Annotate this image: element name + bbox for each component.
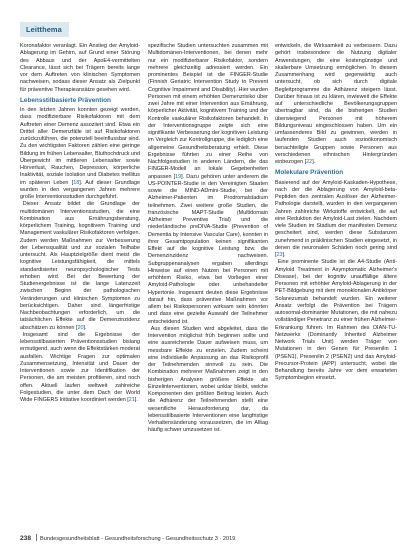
reference-link[interactable]: 18 [73, 179, 80, 186]
paragraph: Koronafaktor veranlagt. Ein Anstieg der Amyloid-Ablagerung im Gehirn, auf Grund einer Störung des Abbaus und der ApoE4-vermittelten Clearance, lässt sich bei Trägern bereits lange vor dem Auftreten von klinischen Symptomen nachweisen, sodass dieser Ansatz als Zielpunkt für präventive Therapieansätze gesehen wird. [20, 43, 140, 93]
paragraph: Eine prominente Studie ist die A4-Studie (Anti-Amyloid Treatment in Asymptomatic Alzheimer's Disease), bei der kognitiv unauffällige ältere Personen mit erhöhter Amyloid-Ablagerung in der PET-Bildgebung mit dem monoklonalen Antikörper Solanezumab behandelt wurden. Ein weiterer Ansatz verfolgt die Prävention bei Trägern autosomal-dominanter Mutationen, die mit nahezu vollständiger Penetranz zu einer frühen Alzheimer-Erkrankung führen. Im Rahmen des DIAN-TU-Netzwerks (Dominantly Inherited Alzheimer Network Trials Unit) werden Träger von Mutationen in den Genen für Presenilin 1 (PSEN1), Presenilin 2 (PSEN2) und das Amyloid-Precursor-Protein (APP) untersucht, wobei die Behandlung bereits Jahre vor dem erwarteten Symptombeginn einsetzt. [275, 259, 397, 382]
paragraph: Insgesamt sind die Ergebnisse der lebensstilbasierten Präventionsstudien bislang ermutigend, auch wenn die Effektstärken moderat ausfallen. Wichtige Fragen zur optimalen Zusammensetzung, Intensität und Dauer der Interventionen sowie zur Identifikation der Personen, die am meisten profitieren, sind noch offen. Aktuell laufen weltweit zahlreiche Folgestudien, die unter dem Dach der World Wide FINGERS Initiative koordiniert werden [21]. [20, 331, 140, 404]
journal-citation: Bundesgesundheitsblatt - Gesundheitsforschung - Gesundheitsschutz 3 · 2019 [40, 536, 236, 542]
page-number: 238 [20, 535, 32, 542]
section-tag: Leitthema [20, 22, 69, 37]
column-3 [275, 43, 397, 383]
paragraph: Basierend auf der Amyloid-Kaskaden-Hypothese, nach der die Ablagerung von Amyloid-beta-Peptiden den zentralen Auslöser der Alzheimer-Pathologie darstellt, wurden in den vergangenen Jahren zahlreiche Wirkstoffe entwickelt, die auf eine Reduktion der Amyloid-Last zielen. Nachdem viele Studien im Stadium der manifesten Demenz gescheitert sind, werden diese Substanzen zunehmend in präklinischen Stadien eingesetzt, in denen die neuronalen Schäden noch gering sind [23]. [275, 179, 397, 259]
reference-link[interactable]: 23 [276, 252, 283, 259]
reference-link[interactable]: 21 [128, 397, 135, 404]
page-footer [20, 534, 235, 542]
column-2 [148, 43, 268, 435]
reference-link[interactable]: 19 [175, 173, 182, 180]
paragraph: entwickeln, die Wirksamkeit zu verbessern. Dazu gehört insbesondere die Nutzung digitaler Anwendungen, die eine kostengünstige und skalierbare Umsetzung ermöglichen. In diesem Zusammenhang wird gegenwärtig auch untersucht, ob sich durch digitale Begleitprogramme die Adhärenz steigern lässt. Darüber hinaus ist zu klären, inwieweit die Effekte auf unterschiedliche Bevölkerungsgruppen übertragbar sind, da die bisherigen Studien überwiegend Personen mit höherem Bildungsniveau eingeschlossen haben. Um ein umfassenderes Bild zu gewinnen, werden in laufenden Studien auch sozioökonomisch benachteiligte Gruppen sowie Personen aus verschiedenen ethnischen Hintergründen einbezogen [22]. [275, 43, 397, 165]
section-heading: Lebensstilbasierte Prävention [20, 96, 111, 104]
footer-divider [36, 534, 37, 541]
reference-link[interactable]: 22 [306, 159, 313, 165]
paragraph: spezifische Studien untersuchten zusammen mit Multidomänen-Interventionen, bei denen mehr nur ein modifizierbarer Risikofaktor, sondern mehrere gleichzeitig adressiert werden. Ein prominentes Beispiel ist die FINGER-Studie (Finnish Geriatric Intervention Study to Prevent Cognitive Impairment and Disability). Hier wurden Personen mit einem erhöhten Demenzrisiko über zwei Jahre mit einer Intervention aus Ernährung, körperlicher Aktivität, kognitivem Training und der Kontrolle vaskulärer Risikofaktoren behandelt. In der Interventionsgruppe zeigte sich eine signifikante Verbesserung der kognitiven Leistung im Vergleich zur Kontrollgruppe, die lediglich eine allgemeine Gesundheitsberatung erhielt. Diese Ergebnisse führten zu einer Reihe von Nachfolgestudien in anderen Ländern, die das FINGER-Modell an lokale Gegebenheiten anpassen [19]. Dazu gehören unter anderem die US-POINTER-Studie in den Vereinigten Staaten sowie die MIND-ADmini-Studie, bei der Alzheimer-Patienten im Prodromalstadium teilnehmen. Zwei weitere große Studien, die französische MAPT-Studie (Multidomain Alzheimer Preventive Trial) und die niederländische preDIVA-Studie (Prevention of Dementia by Intensive Vascular Care), konnten in ihrer Gesamtpopulation keinen signifikanten Effekt auf die kognitive Leistung bzw. die Demenzinzidenz nachweisen. Subgruppenanalysen ergaben allerdings Hinweise auf einen Nutzen bei Personen mit erhöhtem Risiko, etwa bei Vorliegen einer Amyloid-Pathologie oder unbehandelter Hypertonie. Insgesamt deuten diese Ergebnisse darauf hin, dass präventive Maßnahmen vor allem bei Risikopersonen wirksam sein könnten und dass eine gezielte Auswahl der Teilnehmer entscheidend ist. [148, 43, 268, 325]
paragraph: In den letzten Jahren konnten gezeigt werden, dass modifizierbare Risikofaktoren mit dem Auftreten einer Demenz assoziiert sind. Etwa ein Drittel aller Demenzfälle ist auf Risikofaktoren zurückzuführen, die potenziell beeinflussbar sind. Zu den wichtigsten Faktoren zählen eine geringe Bildung im frühen Lebensalter, Bluthochdruck und Übergewicht im mittleren Lebensalter sowie Hörverlust, Rauchen, Depression, körperliche Inaktivität, soziale Isolation und Diabetes mellitus im späteren Leben [18]. Auf dieser Grundlage wurden in den vergangenen Jahren mehrere große Interventionsstudien durchgeführt. [20, 107, 141, 201]
paragraph: Aus diesen Studien wird abgeleitet, dass die Intervention möglichst früh beginnen sollte und eine ausreichende Dauer aufweisen muss, um messbare Effekte zu erzielen. Zudem scheint eine individuelle Anpassung an das Risikoprofil der Teilnehmenden sinnvoll zu sein. Die Kombination mehrerer Maßnahmen zeigt in den bisherigen Analysen größere Effekte als Einzelinterventionen, wobei unklar bleibt, welche Komponenten den größten Beitrag leisten. Auch die Adhärenz der Teilnehmenden stellt eine wesentliche Herausforderung dar, da lebensstilbasierte Interventionen eine langfristige Verhaltensänderung voraussetzen, die im Alltag häufig schwer umzusetzen ist. [148, 325, 268, 434]
column-1 [20, 43, 140, 404]
section-heading: Molekulare Prävention [275, 169, 344, 177]
reference-link[interactable]: 20 [77, 324, 84, 331]
paragraph: Dieser Ansatz bildet die Grundlage der multidomänen Interventionsstudien, die eine Kombination aus Ernährungsberatung, körperlichem Training, kognitivem Training und Management vaskulärer Risikofaktoren verfolgen. Zudem werden Maßnahmen zur Verbesserung der Lebensqualität und zur sozialen Teilhabe untersucht. Als Hauptzielgröße dient meist die kognitive Leistungsfähigkeit, die mittels standardisierter neuropsychologischer Tests erhoben wird. Bei der Bewertung der Studienergebnisse ist die lange Latenzzeit zwischen Beginn der pathologischen Veränderungen und klinischen Symptomen zu berücksichtigen. Daher sind längerfristige Nachbeobachtungen erforderlich, um die tatsächlichen Effekte auf die Demenzinzidenz abschätzen zu können [20]. [20, 201, 140, 331]
